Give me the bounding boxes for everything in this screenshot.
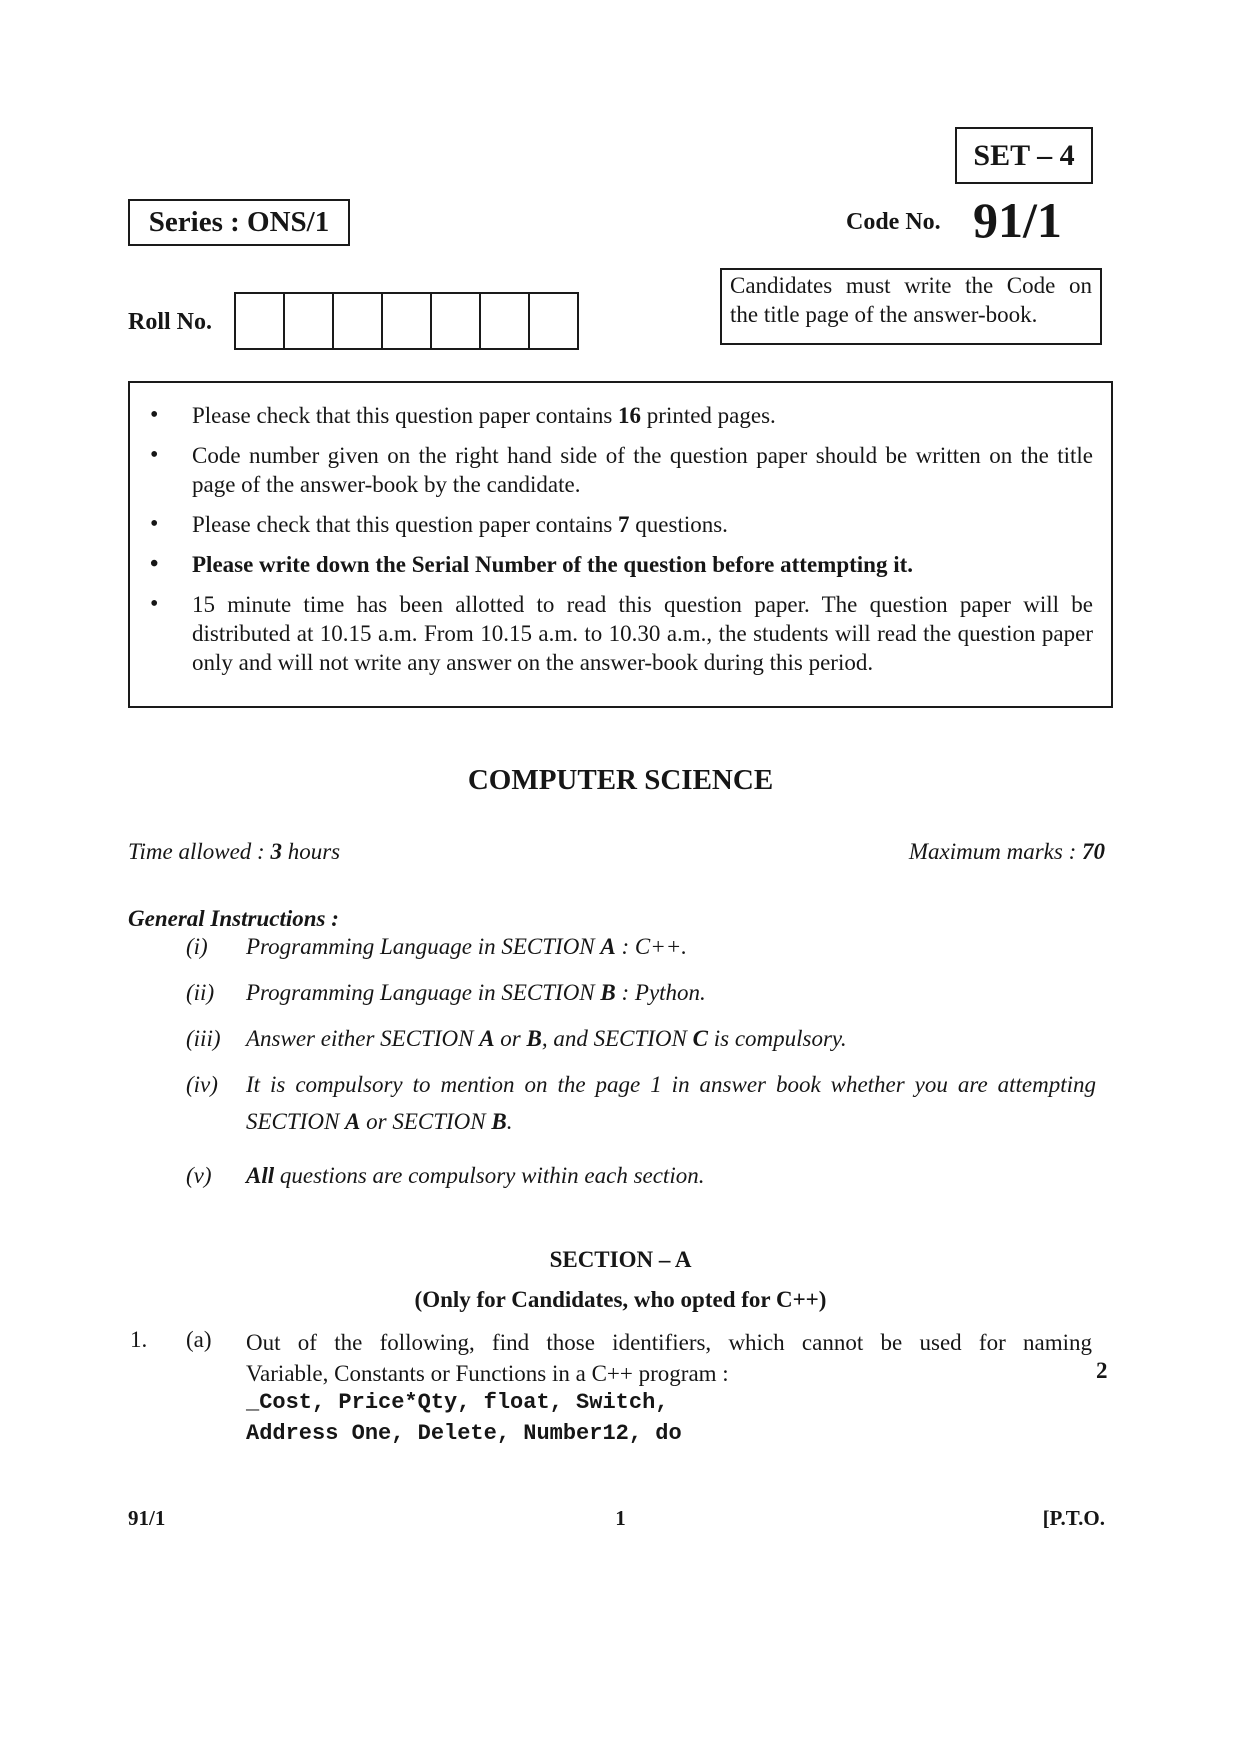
item-text: Answer either SECTION A or B, and SECTION C is compulsory. xyxy=(246,1026,847,1051)
section-title: SECTION – A xyxy=(549,1247,692,1272)
item-number: (ii) xyxy=(186,980,215,1005)
instruction-item: • Please check that this question paper contains 16 printed pages. xyxy=(148,401,1093,430)
item-text: All questions are compulsory within each section. xyxy=(246,1163,705,1188)
time-allowed: Time allowed : 3 hours xyxy=(128,839,341,864)
general-instruction-item xyxy=(186,1020,1096,1057)
roll-number-box xyxy=(334,294,383,348)
code-value: 91/1 xyxy=(973,192,1062,248)
candidate-note xyxy=(720,268,1102,345)
section-subtitle: (Only for Candidates, who opted for C++) xyxy=(414,1287,827,1312)
item-number: (i) xyxy=(186,934,208,959)
roll-number-box xyxy=(530,294,577,348)
instruction-item: • Please check that this question paper contains 7 questions. xyxy=(148,510,1093,539)
question-part: (a) xyxy=(186,1327,212,1352)
roll-number-box xyxy=(236,294,285,348)
set-label-text: SET – 4 xyxy=(973,138,1075,172)
question-number: 1. xyxy=(130,1327,148,1352)
question-text-line2: Variable, Constants or Functions in a C++ program : xyxy=(246,1361,729,1386)
maximum-marks: Maximum marks : 70 xyxy=(908,839,1105,864)
item-text: Programming Language in SECTION A : C++. xyxy=(246,934,688,959)
question-marks: 2 xyxy=(1096,1358,1108,1383)
general-instructions-heading: General Instructions : xyxy=(128,906,339,931)
question-text xyxy=(246,1327,1092,1389)
footer-code: 91/1 xyxy=(128,1506,166,1530)
pto-label: [P.T.O. xyxy=(1042,1506,1105,1530)
general-instruction-item xyxy=(186,928,1096,965)
roll-number-box xyxy=(481,294,530,348)
code-line: _Cost, Price*Qty, float, Switch, xyxy=(246,1390,669,1415)
candidate-note-line2: the title page of the answer-book. xyxy=(730,302,1038,327)
subject-title: COMPUTER SCIENCE xyxy=(467,764,774,796)
item-number: (iv) xyxy=(186,1072,218,1097)
roll-number-boxes xyxy=(234,292,579,350)
general-instruction-item xyxy=(186,1157,1096,1194)
code-label: Code No. xyxy=(846,209,941,235)
roll-number-box xyxy=(432,294,481,348)
series-label-text: Series : ONS/1 xyxy=(148,206,330,238)
series-label xyxy=(128,199,350,246)
item-text: It is compulsory to mention on the page 1 in answer book whether you are attempting SECTION A or SECTION B. xyxy=(246,1072,1096,1134)
instructions-box xyxy=(128,381,1113,708)
question-text-line1: Out of the following, find those identifiers, which cannot be used for naming xyxy=(246,1330,1092,1355)
item-text: Programming Language in SECTION B : Python. xyxy=(246,980,706,1005)
instruction-item: • Please write down the Serial Number of the question before attempting it. xyxy=(148,550,1093,579)
set-label xyxy=(955,127,1093,184)
instruction-item: • 15 minute time has been allotted to read this question paper. The question paper will be distributed at 10.15 a.m. From 10.15 a.m. to 10.30 a.m., the students will read the question paper only and will not write any answer on the answer-book during this period. xyxy=(148,590,1093,677)
roll-number-box xyxy=(383,294,432,348)
general-instruction-item xyxy=(186,1066,1096,1140)
page-number: 1 xyxy=(615,1506,626,1530)
item-number: (iii) xyxy=(186,1026,221,1051)
roll-number-box xyxy=(285,294,334,348)
code-line: Address One, Delete, Number12, do xyxy=(246,1421,682,1446)
instruction-item: • Code number given on the right hand side of the question paper should be written on the title page of the answer-book by the candidate. xyxy=(148,441,1093,499)
item-number: (v) xyxy=(186,1163,212,1188)
roll-label: Roll No. xyxy=(128,309,212,335)
candidate-note-line1: Candidates must write the Code on xyxy=(730,273,1092,298)
general-instruction-item xyxy=(186,974,1096,1011)
